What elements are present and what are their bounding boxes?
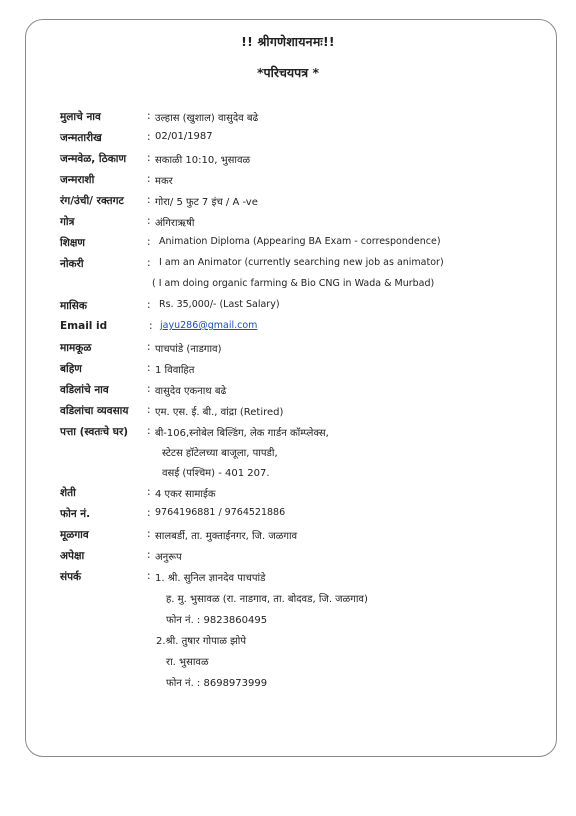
colon: : [147,507,151,519]
field-row-father-occupation [60,404,540,424]
field-label: Email id [60,320,108,332]
field-label: मासिक [60,300,87,312]
field-row-expectation [60,549,540,569]
field-row-name [60,110,540,130]
colon: : [147,404,151,416]
job-continuation: ( I am doing organic farming & Bio CNG in Wada & Murbad) [152,278,435,289]
colon: : [149,320,153,332]
field-label: फोन नं. [60,508,91,520]
field-value: बी-106,स्नोबेल बिल्डिंग, लेक गार्डन कॉम्प्लेक्स, [155,428,329,439]
field-row-rashi [60,173,540,193]
colon: : [147,341,151,353]
field-value: 9764196881 / 9764521886 [155,507,286,518]
field-value: वासुदेव एकनाथ बढे [155,386,227,397]
colon: : [147,131,151,143]
colon: : [147,383,151,395]
field-label: वडिलांचे नाव [60,384,109,396]
colon: : [147,299,151,311]
field-row-dob [60,131,540,151]
field-row-contact [60,570,540,590]
field-row-address [60,425,540,445]
field-value: 02/01/1987 [155,131,213,142]
document-title: *परिचयपत्र * [256,65,320,80]
colon: : [147,486,151,498]
field-value: एम. एस. ई. बी., वांद्रा (Retired) [155,407,284,418]
colon: : [147,549,151,561]
field-value: 1 विवाहित [155,365,195,376]
field-value: उल्हास (खुशाल) वासुदेव बढे [155,113,259,124]
field-value: गोरा/ 5 फुट 7 इंच / A -ve [155,197,258,208]
colon: : [147,425,151,437]
colon: : [147,173,151,185]
field-row-complexion-height-blood [60,194,540,214]
field-label: मुलाचे नाव [60,111,101,123]
field-label: रंग/उंची/ रक्तगट [60,195,124,207]
contact-2-name: 2.श्री. तुषार गोपाळ झोपे [156,636,247,647]
colon: : [147,110,151,122]
colon: : [147,362,151,374]
field-row-salary [60,299,540,319]
field-label: गोत्र [60,216,75,228]
colon: : [147,215,151,227]
field-label: मामकूळ [60,342,92,354]
field-value: अनुरूप [155,552,182,563]
field-value: पाचपांडे (नाडगाव) [155,344,222,355]
colon: : [147,528,151,540]
field-label: शिक्षण [60,237,85,249]
field-row-gotra [60,215,540,235]
field-label: जन्मराशी [60,174,95,186]
field-label: जन्मतारीख [60,132,102,144]
field-row-native-place [60,528,540,548]
colon: : [147,194,151,206]
field-label: जन्मवेळ, ठिकाण [60,153,127,165]
field-label: शेती [60,487,76,499]
field-label: मूळगाव [60,529,89,541]
colon: : [147,257,151,269]
field-value: सकाळी 10:10, भुसावळ [155,155,251,166]
invocation-heading: !! श्रीगणेशायनमः!! [241,34,335,49]
field-value: मकर [155,176,173,187]
colon: : [147,236,151,248]
field-label: वडिलांचा व्यवसाय [60,405,129,417]
contact-1-phone: फोन नं. : 9823860495 [166,615,268,626]
field-value: I am an Animator (currently searching new job as animator) [159,257,444,268]
field-row-birth-time-place [60,152,540,172]
field-row-education [60,236,540,256]
colon: : [147,570,151,582]
field-value: 1. श्री. सुनिल ज्ञानदेव पाचपांडे [155,573,266,584]
field-label: नोकरी [60,258,84,270]
field-row-father-name [60,383,540,403]
field-label: अपेक्षा [60,550,85,562]
contact-2-phone: फोन नं. : 8698973999 [166,678,268,689]
colon: : [147,152,151,164]
field-row-sister [60,362,540,382]
field-row-phone [60,507,540,527]
field-row-email [60,320,540,340]
address-line-2: स्टेटस हॉटेलच्या बाजूला, पापडी, [162,448,278,459]
contact-2-address: रा. भुसावळ [166,657,209,668]
field-row-maternal-family [60,341,540,361]
field-value: सालबर्डी, ता. मुक्ताईनगर, जि. जळगाव [155,531,298,542]
field-value: 4 एकर सामाईक [155,489,216,500]
field-label: पत्ता (स्वतःचे घर) [60,426,129,438]
contact-1-address: ह. मु. भुसावळ (रा. नाडगाव, ता. बोदवड, जि. जळगाव) [166,594,368,605]
field-label: बहिण [60,363,82,375]
field-value: Animation Diploma (Appearing BA Exam - correspondence) [159,236,441,247]
email-link[interactable]: jayu286@gmail.com [160,320,258,331]
field-value: अंगिराऋषी [155,218,195,229]
field-row-farm [60,486,540,506]
field-value: Rs. 35,000/- (Last Salary) [159,299,280,310]
field-label: संपर्क [60,571,82,583]
address-line-3: वसई (पश्चिम) - 401 207. [162,468,270,479]
field-row-job [60,257,540,277]
